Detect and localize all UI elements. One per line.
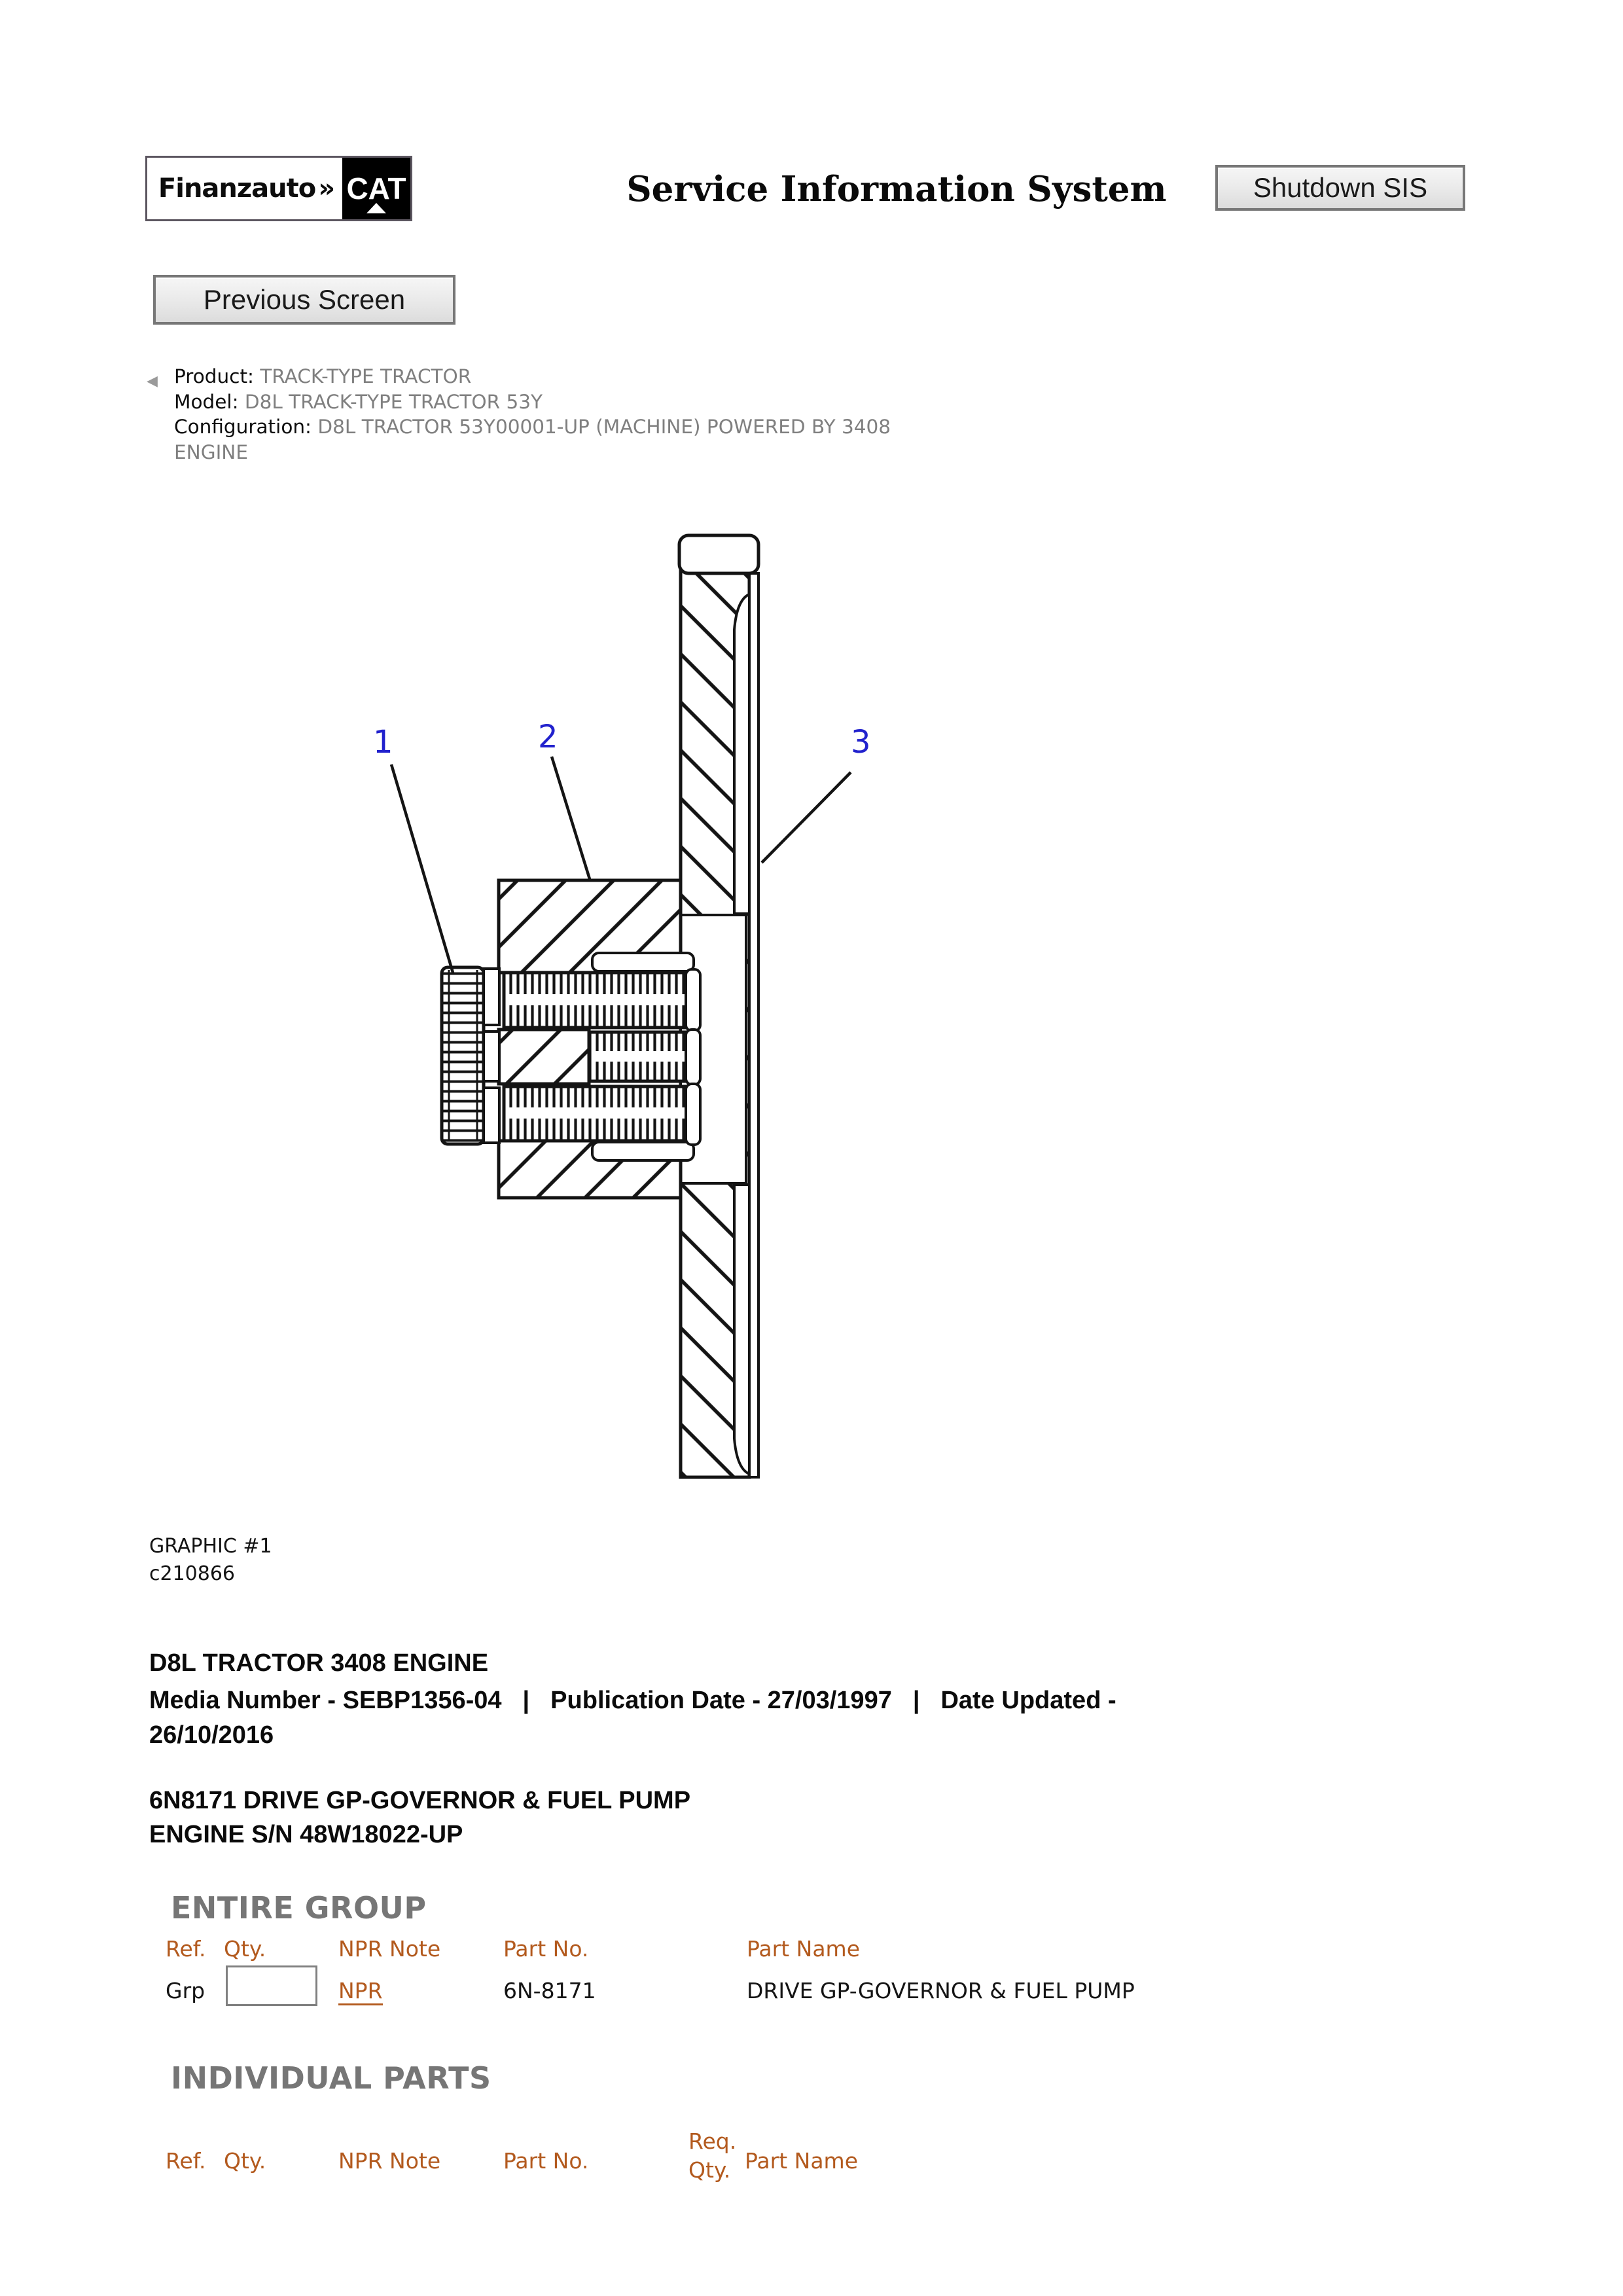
cat-logo [342, 158, 410, 219]
configuration-line [174, 414, 959, 465]
graphic-code: c210866 [149, 1562, 236, 1585]
product-value: TRACK-TYPE TRACTOR [260, 365, 472, 387]
ip-col-req: Req. [688, 2128, 737, 2154]
graphic-caption [149, 1533, 272, 1588]
callout-1-label: 1 [373, 724, 393, 761]
eg-col-qty: Qty. [224, 1936, 266, 1962]
parts-diagram [327, 517, 949, 1525]
model-value: D8L TRACK-TYPE TRACTOR 53Y [244, 390, 543, 413]
eg-row-part-no: 6N-8171 [503, 1978, 596, 2003]
date-updated: Date Updated - 26/10/2016 [149, 1687, 1116, 1749]
publication-date: Publication Date - 27/03/1997 [550, 1687, 892, 1714]
product-line [174, 364, 959, 389]
individual-parts-heading: INDIVIDUAL PARTS [171, 2060, 491, 2096]
ip-col-part-name: Part Name [745, 2148, 858, 2174]
brand-name [147, 158, 342, 219]
product-label: Product: [174, 365, 254, 387]
media-info-line [149, 1683, 1170, 1753]
model-label: Model: [174, 390, 239, 413]
document-title: D8L TRACTOR 3408 ENGINE [149, 1649, 489, 1677]
cat-triangle-icon [366, 203, 386, 213]
model-line [174, 389, 959, 415]
engine-serial-line: ENGINE S/N 48W18022-UP [149, 1821, 463, 1848]
eg-col-ref: Ref. [166, 1936, 206, 1962]
eg-row-part-name: DRIVE GP-GOVERNOR & FUEL PUMP [747, 1978, 1135, 2003]
cat-logo-text: CAT [346, 171, 406, 206]
back-arrow-icon: ◀ [147, 373, 158, 389]
finanzauto-cat-logo [145, 156, 412, 221]
npr-link[interactable]: NPR [338, 1978, 383, 2005]
callout-3-label: 3 [851, 724, 871, 761]
entire-group-heading: ENTIRE GROUP [171, 1890, 427, 1926]
graphic-label: GRAPHIC #1 [149, 1535, 272, 1558]
brand-name-text: Finanzauto [158, 173, 316, 204]
shutdown-sis-button[interactable]: Shutdown SIS [1215, 165, 1465, 211]
separator: | [522, 1687, 530, 1714]
splined-shaft [442, 967, 499, 1144]
previous-screen-button[interactable]: Previous Screen [153, 275, 455, 325]
ip-col-req-qty: Qty. [688, 2157, 731, 2183]
eg-row-ref: Grp [166, 1978, 205, 2003]
callout-2-label: 2 [538, 719, 558, 755]
ip-col-npr-note: NPR Note [338, 2148, 441, 2174]
media-number: Media Number - SEBP1356-04 [149, 1687, 502, 1714]
configuration-label: Configuration: [174, 416, 312, 438]
ip-col-part-no: Part No. [503, 2148, 589, 2174]
eg-col-npr-note: NPR Note [338, 1936, 441, 1962]
ip-col-ref: Ref. [166, 2148, 206, 2174]
ip-col-qty: Qty. [224, 2148, 266, 2174]
page-title: Service Information System [626, 169, 1167, 209]
eg-col-part-name: Part Name [747, 1936, 860, 1962]
eg-col-part-no: Part No. [503, 1936, 589, 1962]
configuration-value: D8L TRACTOR 53Y00001-UP (MACHINE) POWERED BY 3408 ENGINE [174, 416, 891, 463]
product-info [174, 364, 959, 465]
separator: | [912, 1687, 920, 1714]
brand-arrow-icon: » [318, 173, 332, 204]
group-title: 6N8171 DRIVE GP-GOVERNOR & FUEL PUMP [149, 1787, 691, 1814]
qty-input[interactable] [226, 1965, 317, 2006]
